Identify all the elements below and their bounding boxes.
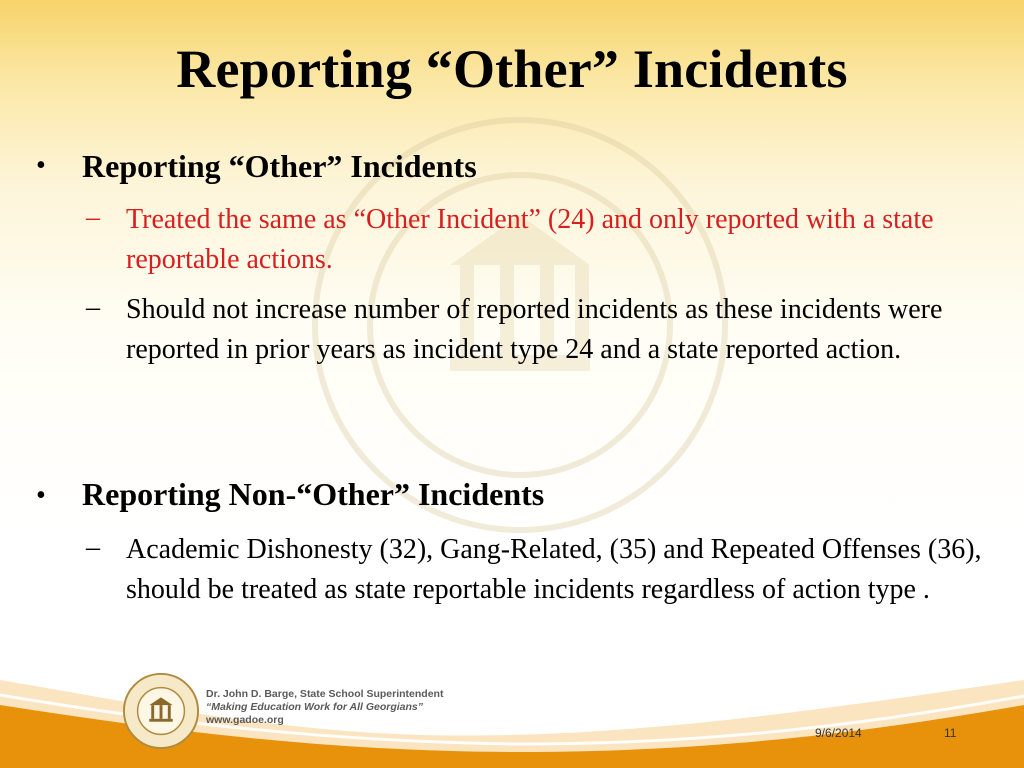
footer-credits (206, 688, 443, 727)
item-should-not-increase: Should not increase number of reported incidents as these incidents were reported in prior years as incident type 24 and a state reported action. (126, 294, 943, 365)
dash-marker: – (86, 202, 100, 233)
department-of-education-logo (122, 672, 200, 750)
dash-marker: – (86, 532, 100, 563)
superintendent-line: Dr. John D. Barge, State School Superintendent (206, 688, 444, 700)
slide-number: 11 (944, 726, 957, 740)
slide-title: Reporting “Other” Incidents (176, 39, 848, 99)
section-heading-other: Reporting “Other” Incidents (82, 148, 477, 184)
item-academic-dishonesty: Academic Dishonesty (32), Gang-Related, (35) and Repeated Offenses (36), should be treated as state reportable incidents regardless of action type . (126, 534, 982, 605)
slide-date: 9/6/2014 (815, 726, 862, 740)
website-link[interactable]: www.gadoe.org (206, 714, 284, 726)
section-heading-non-other: Reporting Non-“Other” Incidents (82, 476, 545, 512)
slogan-line: “Making Education Work for All Georgians” (206, 701, 424, 713)
dash-marker: – (86, 292, 100, 323)
bullet-dot: • (36, 150, 46, 181)
item-treated-same: Treated the same as “Other Incident” (24) and only reported with a state reportable actions. (126, 204, 934, 275)
bullet-dot: • (36, 480, 46, 511)
